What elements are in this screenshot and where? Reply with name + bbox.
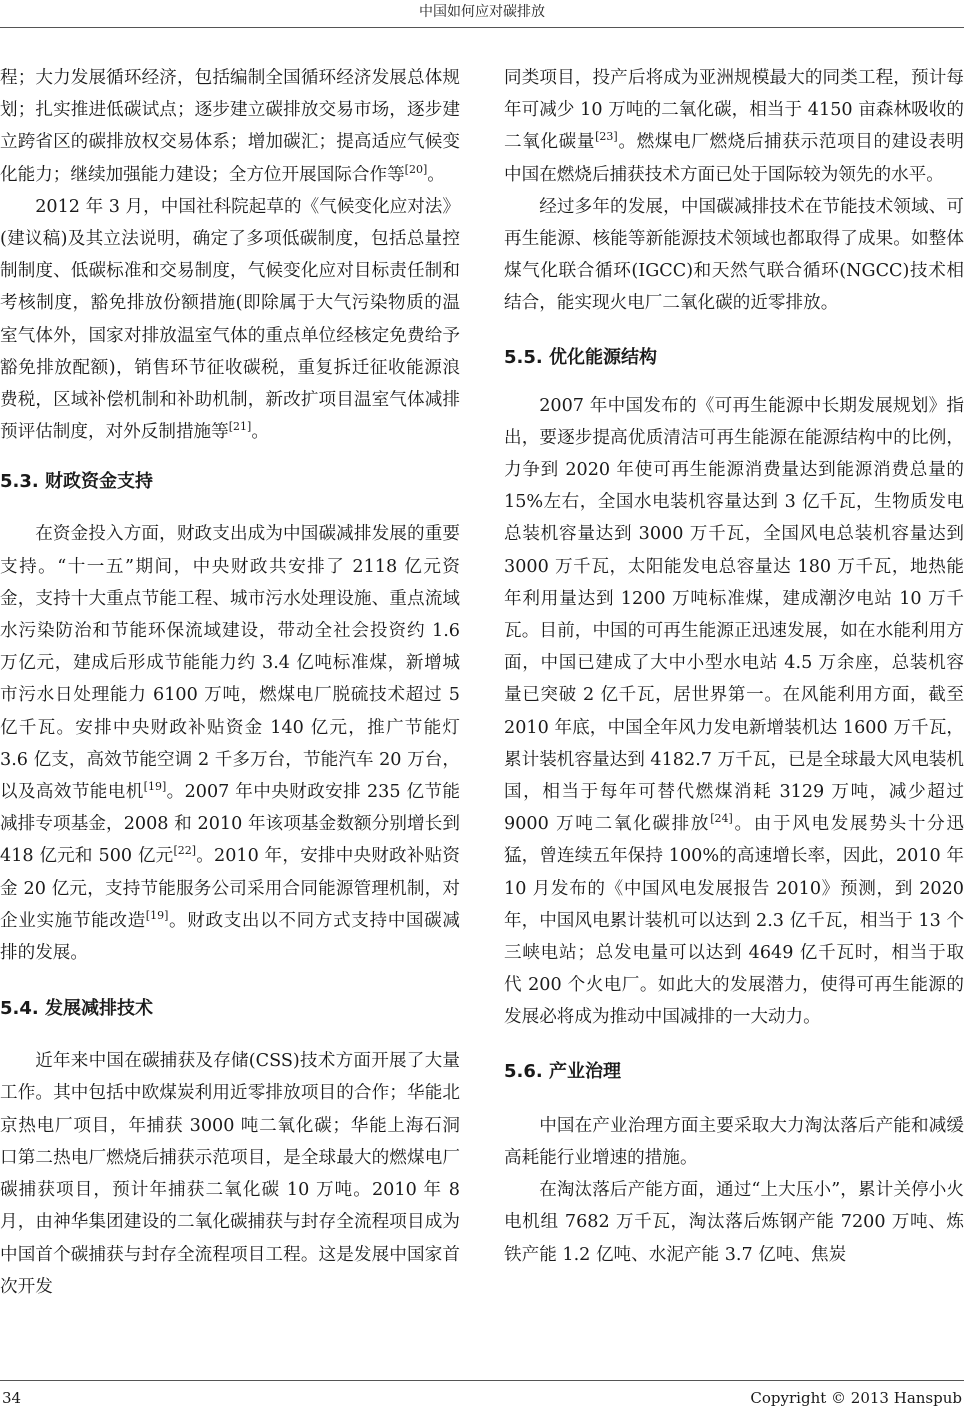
paragraph-eliminate-capacity: 在淘汰落后产能方面，通过“上大压小”，累计关停小火电机组 7682 万千瓦，淘汰落后炼钢产能 7200 万吨、炼铁产能 1.2 亿吨、水泥产能 3.7 亿吨、焦炭 [504, 1180, 964, 1265]
paragraph-text: 。2010 年，安排中央财政补贴资金 20 亿元，支持节能服务公司采用合同能源管理机制，对企业实施节能改造 [0, 846, 460, 931]
paragraph-intro-continuation [0, 62, 460, 191]
paragraph-climate-law [0, 191, 460, 449]
page-number: 34 [2, 1389, 22, 1407]
paragraph-industry-governance: 中国在产业治理方面主要采取大力淘汰落后产能和减缓高耗能行业增速的措施。 [504, 1115, 964, 1168]
left-column [0, 62, 460, 1303]
paragraph-text: 。2007 年中央财政安排 235 亿节能减排专项基金，2008 和 2010 年该项基金数额分别增长到 418 亿元和 500 亿元 [0, 782, 460, 867]
paragraph-text: 。燃煤电厂燃烧后捕获示范项目的建设表明中国在燃烧后捕获技术方面已处于国际较为领先的水平。 [504, 132, 964, 185]
paragraph-emission-technology: 经过多年的发展，中国碳减排技术在节能技术领域、可再生能源、核能等新能源技术领域也都取得了成果。如整体煤气化联合循环(IGCC)和天然气联合循环(NGCC)技术相结合，能实现火电厂二氧化碳的近零排放。 [504, 196, 964, 314]
paragraph-text: 在资金投入方面，财政支出成为中国碳减排发展的重要支持。“十一五”期间，中央财政共安排了 2118 亿元资金，支持十大重点节能工程、城市污水处理设施、重点流域水污染防治和节能环保流域建设，带动全社会投资约 1.6 万亿元，建成后形成节能能力约 3.4 亿吨标准煤，新增城市污水日处理能力 6100 万吨，燃煤电厂脱硫技术超过 5 亿千瓦。安排中央财政补贴资金 140 亿元，推广节能灯 3.6 亿支，高效节能空调 2 千多万台，节能汽车 20 万台，以及高效节能电机 [0, 524, 460, 803]
paragraph-ccs-technology: 近年来中国在碳捕获及存储(CSS)技术方面开展了大量工作。其中包括中欧煤炭利用近零排放项目的合作；华能北京热电厂项目，年捕获 3000 吨二氧化碳；华能上海石洞口第二热电厂燃烧后捕获示范项目，是全球最大的燃煤电厂碳捕获项目，预计年捕获二氧化碳 10 万吨。2010 年 8 月，由神华集团建设的二氧化碳捕获与封存全流程项目成为中国首个碳捕获与封存全流程项目工程。这是发展中国家首次开发 [0, 1051, 460, 1297]
copyright-notice: Copyright © 2013 Hanspub [750, 1389, 962, 1407]
running-header-title: 中国如何应对碳排放 [419, 4, 545, 20]
paragraph-end: 。 [251, 422, 269, 443]
section-heading-5-3: 5.3. 财政资金支持 [0, 471, 153, 493]
citation-19[interactable]: [19] [143, 780, 167, 794]
citation-20[interactable]: [20] [404, 162, 428, 176]
paragraph-fiscal-support [0, 518, 460, 969]
paragraph-text: 。财政支出以不同方式支持中国碳减排的发展。 [0, 910, 460, 964]
section-heading-5-5: 5.5. 优化能源结构 [504, 346, 657, 368]
paragraph-text: 。由于风电发展势头十分迅猛，曾连续五年保持 100%的高速增长率，因此，2010 年 10 月发布的《中国风电发展报告 2010》预测，到 2020 年，中国风电累计装机可以达到 2.3 亿千瓦，相当于 13 个三峡电站；总发电量可以达到 4649 亿千瓦时，相当于取代 200 个火电厂。如此大的发展潜力，使得可再生能源的发展必将成为推动中国减排的一大动力。 [504, 814, 964, 1028]
citation-22[interactable]: [22] [173, 844, 197, 858]
section-heading-5-4: 5.4. 发展减排技术 [0, 998, 153, 1020]
citation-21[interactable]: [21] [228, 420, 252, 434]
right-column [504, 62, 964, 1271]
footer-rule [0, 1380, 964, 1381]
section-heading-5-6: 5.6. 产业治理 [504, 1060, 621, 1082]
citation-23[interactable]: [23] [595, 130, 618, 144]
paragraph-text: 程；大力发展循环经济，包括编制全国循环经济发展总体规划；扎实推进低碳试点；逐步建立碳排放交易市场，逐步建立跨省区的碳排放权交易体系；增加碳汇；提高适应气候变化能力；继续加强能力建设；全方位开展国际合作等 [0, 68, 460, 185]
paragraph-end: 。 [427, 164, 445, 185]
paragraph-text: 2012 年 3 月，中国社科院起草的《气候变化应对法》(建议稿)及其立法说明，确定了多项低碳制度，包括总量控制制度、低碳标准和交易制度，气候变化应对目标责任制和考核制度，豁免排放份额措施(即除属于大气污染物质的温室气体外，国家对排放温室气体的重点单位经核定免费给予豁免排放配额)，销售环节征收碳税，重复拆迁征收能源浪费税，区域补偿机制和补助机制，新改扩项目温室气体减排预评估制度，对外反制措施等 [0, 196, 460, 443]
paragraph-text: 同类项目，投产后将成为亚洲规模最大的同类工程，预计每年可减少 10 万吨的二氧化碳，相当于 4150 亩森林吸收的二氧化碳量 [504, 68, 964, 153]
citation-24[interactable]: [24] [710, 812, 733, 826]
paragraph-energy-structure [504, 390, 964, 1034]
header-rule [0, 27, 964, 28]
paragraph-text: 2007 年中国发布的《可再生能源中长期发展规划》指出，要逐步提高优质清洁可再生能源在能源结构中的比例，力争到 2020 年使可再生能源消费量达到能源消费总量的 15%左右，全国水电装机容量达到 3 亿千瓦，生物质发电总装机容量达到 3000 万千瓦，全国风电总装机容量达到 3000 万千瓦，太阳能发电总容量达 180 万千瓦，地热能年利用量达到 1200 万吨标准煤，建成潮汐电站 10 万千瓦。目前，中国的可再生能源正迅速发展，如在水能利用方面，中国已建成了大中小型水电站 4.5 万余座，总装机容量已突破 2 亿千瓦，居世界第一。在风能利用方面，截至 2010 年底，中国全年风力发电新增装机达 1600 万千瓦，累计装机容量达到 4182.7 万千瓦，已是全球最大风电装机国，相当于每年可替代燃煤消耗 3129 万吨，减少超过 9000 万吨二氧化碳排放 [504, 395, 964, 835]
citation-19[interactable]: [19] [145, 909, 169, 923]
paragraph-ccs-continuation [504, 62, 964, 191]
